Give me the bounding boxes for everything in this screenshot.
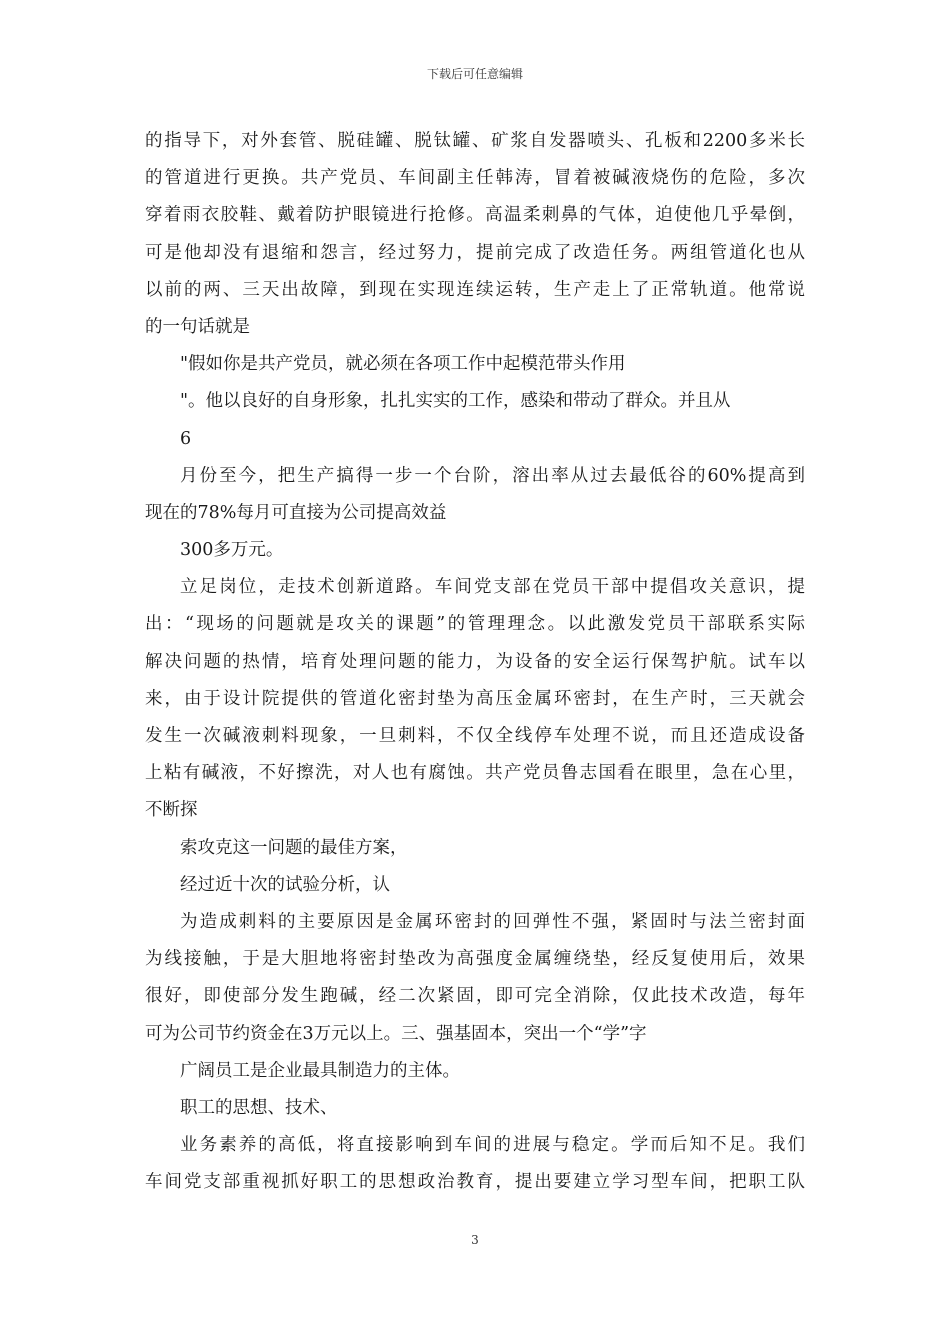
paragraph-line: 为造成刺料的主要原因是金属环密封的回弹性不强，紧固时与法兰密封面	[180, 911, 805, 932]
paragraph-line: 月份至今，把生产搞得一步一个台阶，溶出率从过去最低谷的60%提高到	[180, 465, 805, 486]
paragraph-line: 很好，即使部分发生跑碱，经二次紧固，即可完全消除，仅此技术改造，每年	[145, 986, 805, 1007]
paragraph-line: 出：“现场的问题就是攻关的课题”的管理理念。以此激发党员干部联系实际	[145, 614, 805, 635]
paragraph-line: 解决问题的热情，培育处理问题的能力，为设备的安全运行保驾护航。试车以	[145, 651, 805, 672]
paragraph-line: 发生一次碱液刺料现象，一旦刺料，不仅全线停车处理不说，而且还造成设备	[145, 726, 805, 746]
paragraph-line: 不断探	[145, 800, 198, 821]
paragraph-line: 的一句话就是	[145, 316, 250, 337]
paragraph-line: 广阔员工是企业最具制造力的主体。	[180, 1060, 460, 1081]
paragraph-line: 6	[180, 428, 192, 449]
paragraph-line: "假如你是共产党员，就必须在各项工作中起模范带头作用	[180, 354, 626, 375]
paragraph-line: 300多万元。	[180, 540, 284, 561]
paragraph-line: 现在的78%每月可直接为公司提高效益	[145, 502, 447, 523]
paragraph-line: 以前的两、三天出故障，到现在实现连续运转，生产走上了正常轨道。他常说	[145, 279, 805, 300]
page-number: 3	[471, 1233, 479, 1247]
paragraph-line: 可是他却没有退缩和怨言，经过努力，提前完成了改造任务。两组管道化也从	[145, 242, 805, 263]
paragraph-line: 业务素养的高低，将直接影响到车间的进展与稳定。学而后知不足。我们	[180, 1135, 805, 1156]
paragraph-line: 来，由于设计院提供的管道化密封垫为高压金属环密封，在生产时，三天就会	[145, 688, 805, 709]
page-header: 下载后可任意编辑	[426, 67, 523, 81]
paragraph-line: 索攻克这一问题的最佳方案，	[180, 837, 408, 858]
paragraph-line: 立足岗位，走技术创新道路。车间党支部在党员干部中提倡攻关意识，提	[180, 577, 805, 598]
paragraph-line: 穿着雨衣胶鞋、戴着防护眼镜进行抢修。高温柔刺鼻的气体，迫使他几乎晕倒，	[145, 205, 805, 226]
paragraph-line: "。他以良好的自身形象，扎扎实实的工作，感染和带动了群众。并且从	[180, 391, 731, 412]
paragraph-line: 职工的思想、技术、	[180, 1097, 338, 1118]
paragraph-line: 为线接触，于是大胆地将密封垫改为高强度金属缠绕垫，经反复使用后，效果	[145, 949, 805, 970]
paragraph-line: 的管道进行更换。共产党员、车间副主任韩涛，冒着被碱液烧伤的危险，多次	[145, 168, 805, 189]
paragraph-line: 可为公司节约资金在3万元以上。三、强基固本，突出一个“学”字	[145, 1023, 647, 1044]
paragraph-line: 上粘有碱液，不好擦洗，对人也有腐蚀。共产党员鲁志国看在眼里，急在心里，	[145, 763, 805, 784]
paragraph-line: 的指导下，对外套管、脱硅罐、脱钛罐、矿浆自发器喷头、孔板和2200多米长	[145, 131, 805, 151]
paragraph-line: 经过近十次的试验分析，认	[180, 874, 390, 895]
paragraph-line: 车间党支部重视抓好职工的思想政治教育，提出要建立学习型车间，把职工队	[145, 1172, 805, 1193]
document-body	[145, 123, 805, 1201]
